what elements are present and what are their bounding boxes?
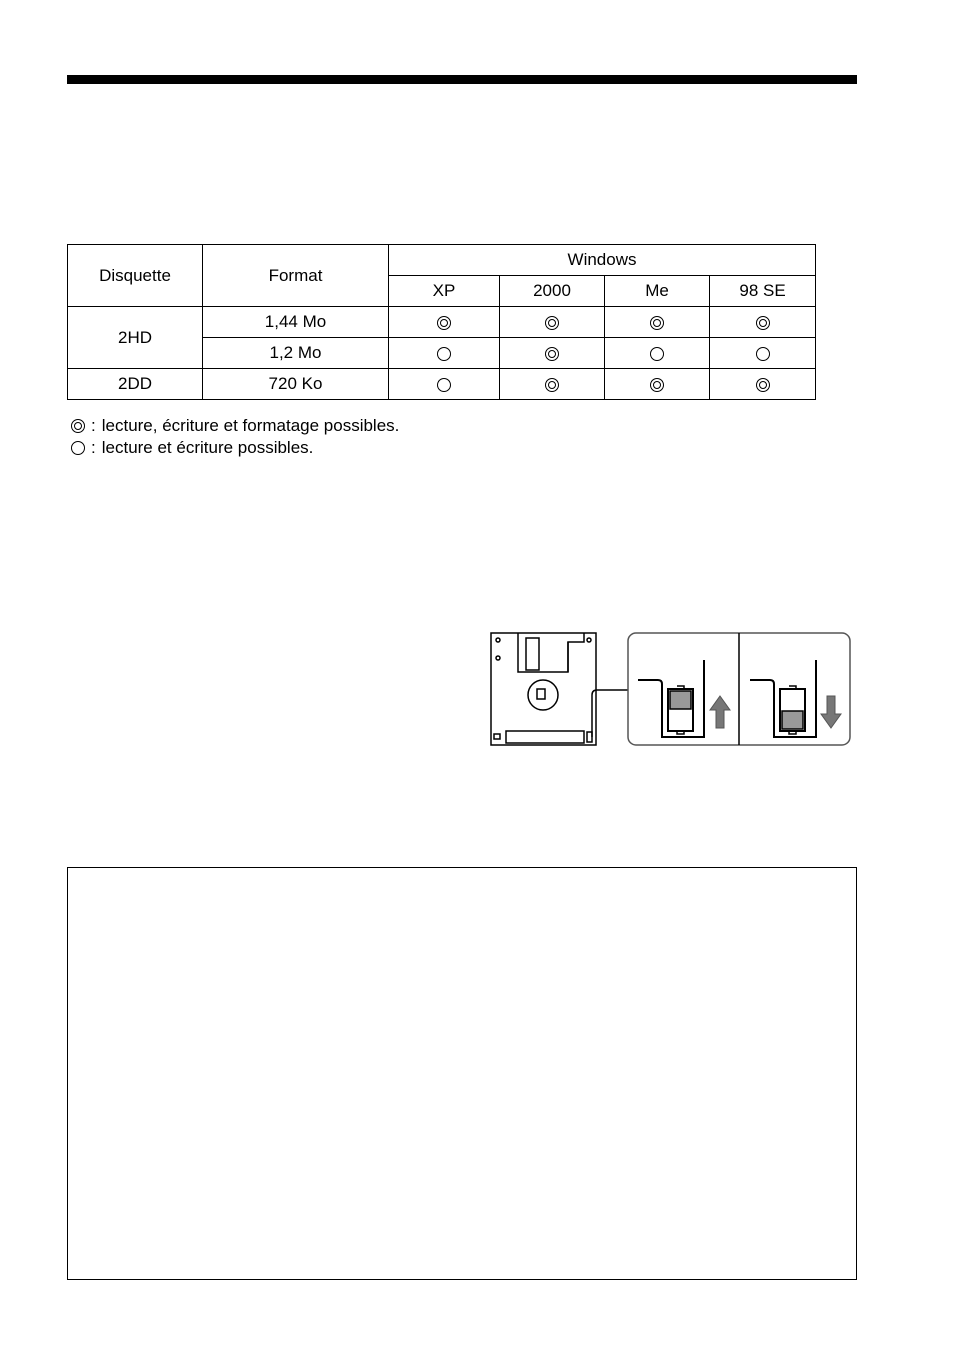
legend-single-text: lecture et écriture possibles. — [101, 438, 314, 457]
single-circle-icon — [71, 441, 85, 455]
double-circle-icon — [756, 316, 770, 330]
table-row — [68, 369, 816, 400]
legend-colon: : — [91, 416, 96, 435]
table-row — [68, 307, 816, 338]
double-circle-icon — [650, 378, 664, 392]
single-circle-icon — [756, 347, 770, 361]
arrow-down-icon — [821, 696, 841, 728]
disk-type: 2DD — [68, 369, 203, 400]
disk-format: 1,44 Mo — [203, 307, 389, 338]
table-header-row — [68, 245, 816, 276]
double-circle-icon — [545, 378, 559, 392]
header-os-xp: XP — [389, 276, 500, 307]
arrow-up-icon — [710, 696, 730, 728]
disk-type: 2HD — [68, 307, 203, 369]
header-format: Format — [203, 245, 389, 307]
header-os-me: Me — [605, 276, 710, 307]
top-rule — [67, 75, 857, 84]
compatibility-table — [67, 244, 816, 400]
legend-colon: : — [91, 438, 96, 457]
disk-format: 1,2 Mo — [203, 338, 389, 369]
protect-open-detail — [638, 660, 704, 737]
double-circle-icon — [545, 347, 559, 361]
double-circle-icon — [545, 316, 559, 330]
single-circle-icon — [437, 378, 451, 392]
disk-format: 720 Ko — [203, 369, 389, 400]
double-circle-icon — [756, 378, 770, 392]
header-os-98se: 98 SE — [710, 276, 816, 307]
legend-single — [71, 437, 313, 459]
double-circle-icon — [437, 316, 451, 330]
legend-double-text: lecture, écriture et formatage possibles. — [101, 416, 400, 435]
header-disquette: Disquette — [68, 245, 203, 307]
legend-double — [71, 415, 399, 437]
header-os-2000: 2000 — [500, 276, 605, 307]
double-circle-icon — [650, 316, 664, 330]
protect-closed-detail — [750, 660, 816, 737]
single-circle-icon — [437, 347, 451, 361]
double-circle-icon — [71, 419, 85, 433]
header-windows: Windows — [389, 245, 816, 276]
floppy-disk-icon — [491, 633, 628, 745]
single-circle-icon — [650, 347, 664, 361]
write-protect-figure — [488, 630, 852, 750]
write-protect-illustration — [488, 630, 852, 750]
notice-box — [67, 867, 857, 1280]
